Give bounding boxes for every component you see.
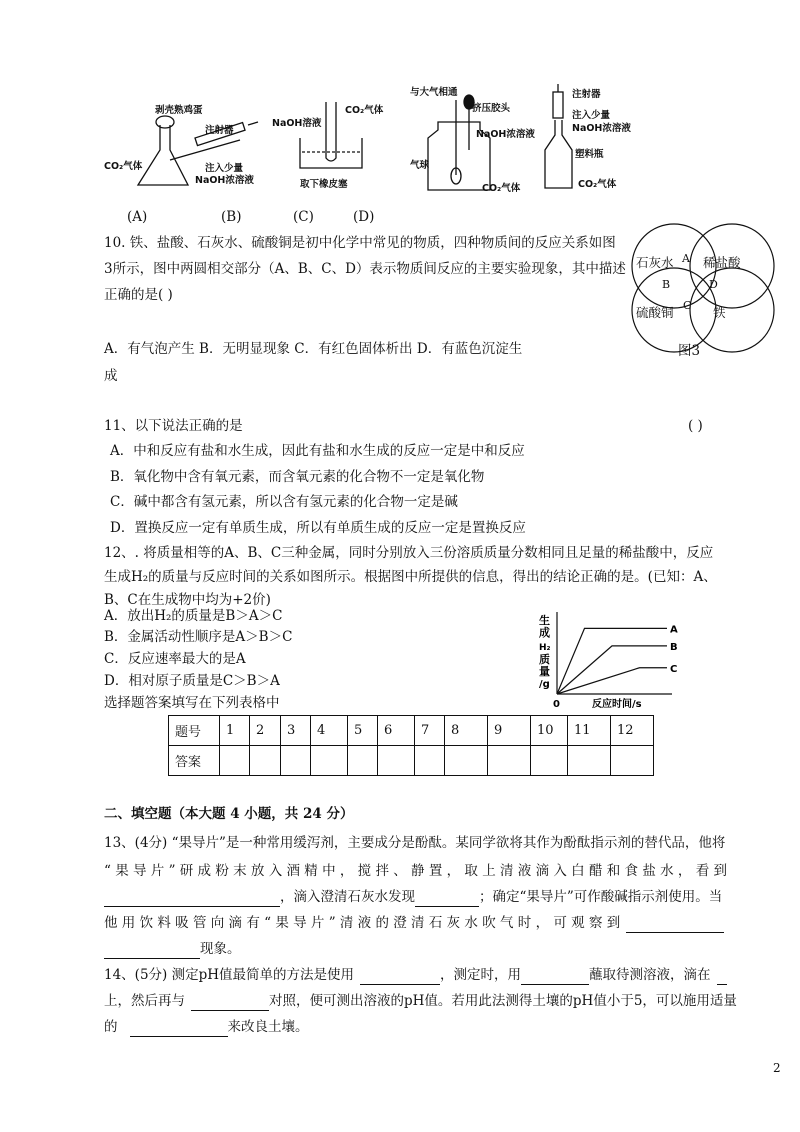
fig-a-label-co2: CO₂气体 bbox=[104, 161, 143, 172]
venn-circles bbox=[622, 222, 782, 352]
q14-line1-text-c: 蘸取待测溶液，滴在 bbox=[589, 967, 711, 983]
answer-table-num: 2 bbox=[250, 716, 281, 746]
q13-line3-text-b: ；确定“果导片”可作酸碱指示剂使用。当 bbox=[479, 889, 723, 905]
chart-ylabel-part5: 量 bbox=[539, 665, 550, 678]
answer-table-num: 8 bbox=[445, 716, 488, 746]
answer-cell[interactable] bbox=[488, 746, 531, 776]
fig-c-caption: (C) bbox=[293, 209, 314, 225]
answer-table-num: 5 bbox=[348, 716, 378, 746]
answer-table bbox=[168, 715, 654, 776]
answer-table-num: 11 bbox=[568, 716, 611, 746]
q14-line2 bbox=[104, 991, 737, 1011]
q11-option-c: C．碱中都含有氢元素，所以含有氢元素的化合物一定是碱 bbox=[110, 494, 458, 510]
q13-line3-text-a: ，滴入澄清石灰水发现 bbox=[280, 889, 415, 905]
q11-answer-paren: ( ) bbox=[688, 418, 703, 434]
q14-line2-text-b: 对照，便可测出溶液的pH值。若用此法测得土壤的pH值小于5，可以施用适量 bbox=[269, 993, 737, 1009]
answer-cell[interactable] bbox=[220, 746, 250, 776]
fig-c-label-naoh: NaOH浓溶液 bbox=[476, 129, 535, 140]
series-line-c bbox=[557, 668, 667, 694]
fig-b-label-remove: 取下橡皮塞 bbox=[300, 179, 348, 190]
series-label-c: C bbox=[670, 663, 678, 675]
answer-table-answer-row bbox=[169, 746, 654, 776]
q13-blank-2[interactable] bbox=[415, 891, 479, 907]
q14-line3 bbox=[104, 1017, 309, 1037]
q14-line1-text-a: 14、(5分) 测定pH值最简单的方法是使用 bbox=[104, 967, 355, 983]
fig-d-label-inject: 注入少量 bbox=[572, 110, 611, 121]
venn-region-d: D bbox=[709, 278, 718, 291]
q13-line4-text: 他 用 饮 料 吸 管 向 滴 有 “ 果 导 片 ” 清 液 的 澄 清 石 灰 水 吹 气 时 ， 可 观 察 到 bbox=[104, 915, 621, 931]
fig-c-label-co2: CO₂气体 bbox=[482, 183, 521, 194]
q12-option-a: A．放出H₂的质量是B＞A＞C bbox=[104, 608, 283, 624]
fig-a-label-syringe: 注射器 bbox=[205, 125, 234, 136]
q14-blank-5[interactable] bbox=[130, 1021, 228, 1037]
q14-line1-text-b: ，测定时，用 bbox=[440, 967, 522, 983]
q14-line3-text-b: 来改良土壤。 bbox=[227, 1019, 309, 1035]
answer-cell[interactable] bbox=[378, 746, 415, 776]
answer-table-answer-label: 答案 bbox=[169, 746, 220, 776]
q12-option-d: D．相对原子质量是C＞B＞A bbox=[104, 673, 280, 689]
answer-table-num: 4 bbox=[311, 716, 348, 746]
venn-region-b: B bbox=[662, 278, 671, 291]
venn-diagram bbox=[622, 222, 782, 352]
fig-d-label-co2: CO₂气体 bbox=[578, 179, 617, 190]
page-number: 2 bbox=[773, 1061, 781, 1075]
chart-ylabel-part6: /g bbox=[539, 679, 550, 690]
answer-cell[interactable] bbox=[568, 746, 611, 776]
answer-table-num: 3 bbox=[281, 716, 311, 746]
q13-line2: “ 果 导 片 ” 研 成 粉 末 放 入 酒 精 中 ， 搅 拌 、 静 置 ， 取 上 清 液 滴 入 白 醋 和 食 盐 水 ， 看 到 bbox=[104, 863, 727, 879]
answer-cell[interactable] bbox=[281, 746, 311, 776]
h2-chart bbox=[536, 608, 676, 712]
q14-line3-text-a: 的 bbox=[104, 1019, 118, 1035]
q13-line5 bbox=[104, 939, 241, 959]
q13-blank-4[interactable] bbox=[104, 943, 200, 959]
fig-c-label-squeeze: 挤压胶头 bbox=[472, 103, 511, 114]
fig-b-label-naoh: NaOH溶液 bbox=[272, 118, 322, 129]
answer-table-header-row bbox=[169, 716, 654, 746]
fig-a-label-egg: 剥壳熟鸡蛋 bbox=[155, 105, 203, 116]
answer-cell[interactable] bbox=[250, 746, 281, 776]
answer-table-num: 9 bbox=[488, 716, 531, 746]
fig-a-label-naoh: NaOH浓溶液 bbox=[195, 175, 254, 186]
q12-line2: 生成H₂的质量与反应时间的关系如图所示。根据图中所提供的信息，得出的结论正确的是。(已知：A、 bbox=[104, 569, 717, 585]
q11-option-d: D．置换反应一定有单质生成，所以有单质生成的反应一定是置换反应 bbox=[110, 520, 526, 536]
venn-label-hcl: 稀盐酸 bbox=[703, 255, 741, 270]
q10-options-tail: 成 bbox=[104, 368, 118, 384]
fig-a-caption: (A) bbox=[127, 209, 148, 225]
chart-ylabel-part1: 生 bbox=[539, 614, 550, 627]
q13-blank-1[interactable] bbox=[104, 891, 280, 907]
answer-table-num: 6 bbox=[378, 716, 415, 746]
q10-line1: 10. 铁、盐酸、石灰水、硫酸铜是初中化学中常见的物质，四种物质间的反应关系如图 bbox=[104, 235, 616, 251]
q11-option-a: A．中和反应有盐和水生成，因此有盐和水生成的反应一定是中和反应 bbox=[110, 443, 525, 459]
venn-label-cuso4: 硫酸铜 bbox=[636, 305, 674, 320]
answer-table-num: 10 bbox=[531, 716, 568, 746]
answer-table-num: 1 bbox=[220, 716, 250, 746]
fig-c-label-air: 与大气相通 bbox=[410, 87, 458, 98]
q11-option-b: B．氧化物中含有氧元素，而含氧元素的化合物不一定是氧化物 bbox=[110, 469, 485, 485]
q10-line3: 正确的是( ) bbox=[104, 287, 173, 303]
q14-line2-text-a: 上，然后再与 bbox=[104, 993, 185, 1009]
chart-ylabel-part3: H₂ bbox=[539, 643, 551, 653]
fig-d-label-syringe: 注射器 bbox=[572, 89, 601, 100]
q14-line1 bbox=[104, 965, 727, 985]
answer-table-header-label: 题号 bbox=[169, 716, 220, 746]
answer-cell[interactable] bbox=[531, 746, 568, 776]
q10-options: A．有气泡产生 B．无明显现象 C．有红色固体析出 D．有蓝色沉淀生 bbox=[104, 341, 523, 357]
fig-a-label-inject: 注入少量 bbox=[205, 163, 244, 174]
fig-d-caption: (D) bbox=[353, 209, 375, 225]
series-label-b: B bbox=[670, 641, 678, 653]
q11-stem: 11、以下说法正确的是 bbox=[104, 418, 243, 434]
venn-caption: 图3 bbox=[678, 343, 701, 359]
series-line-a bbox=[557, 628, 667, 694]
q14-blank-2[interactable] bbox=[521, 969, 589, 985]
q14-blank-3[interactable] bbox=[717, 969, 727, 985]
chart-ylabel-part4: 质 bbox=[539, 653, 550, 666]
section2-title: 二、填空题（本大题 4 小题，共 24 分） bbox=[104, 806, 354, 822]
q12-line3: B、C在生成物中均为+2价) bbox=[104, 592, 271, 608]
q14-blank-4[interactable] bbox=[191, 995, 269, 1011]
venn-region-a: A bbox=[682, 252, 690, 265]
answer-table-intro: 选择题答案填写在下列表格中 bbox=[104, 695, 280, 711]
answer-table-num: 12 bbox=[611, 716, 654, 746]
chart-ylabel-part2: 成 bbox=[539, 626, 550, 639]
chart-xlabel: 反应时间/s bbox=[592, 699, 642, 710]
chart-origin: 0 bbox=[553, 699, 560, 710]
q13-blank-3[interactable] bbox=[626, 917, 724, 933]
q13-line3 bbox=[104, 887, 722, 907]
q12-option-c: C．反应速率最大的是A bbox=[104, 651, 246, 667]
answer-cell[interactable] bbox=[445, 746, 488, 776]
venn-region-c: C bbox=[683, 299, 692, 312]
q13-line5-text: 现象。 bbox=[200, 941, 241, 957]
answer-cell[interactable] bbox=[348, 746, 378, 776]
fig-d-label-naoh: NaOH浓溶液 bbox=[572, 123, 631, 134]
fig-d-label-bottle: 塑料瓶 bbox=[575, 149, 604, 160]
series-label-a: A bbox=[670, 624, 678, 636]
fig-c-label-balloon: 气球 bbox=[410, 160, 430, 171]
q13-line1: 13、(4分) “果导片”是一种常用缓泻剂，主要成分是酚酞。某同学欲将其作为酚酞指示剂的替代品，他将 bbox=[104, 835, 726, 851]
q10-line2: 3所示，图中两圆相交部分（A、B、C、D）表示物质间反应的主要实验现象，其中描述 bbox=[104, 261, 626, 277]
venn-label-iron: 铁 bbox=[713, 305, 726, 320]
answer-table-num: 7 bbox=[415, 716, 445, 746]
venn-label-limewater: 石灰水 bbox=[636, 255, 674, 270]
fig-b-label-co2: CO₂气体 bbox=[345, 105, 384, 116]
answer-cell[interactable] bbox=[611, 746, 654, 776]
q12-option-b: B．金属活动性顺序是A＞B＞C bbox=[104, 629, 293, 645]
answer-cell[interactable] bbox=[415, 746, 445, 776]
q12-line1: 12、. 将质量相等的A、B、C三种金属，同时分别放入三份溶质质量分数相同且足量的稀盐酸中，反应 bbox=[104, 545, 714, 561]
fig-b-caption: (B) bbox=[221, 209, 242, 225]
q14-blank-1[interactable] bbox=[360, 969, 440, 985]
answer-cell[interactable] bbox=[311, 746, 348, 776]
h2-chart-svg bbox=[536, 608, 676, 712]
q13-line4 bbox=[104, 913, 724, 933]
